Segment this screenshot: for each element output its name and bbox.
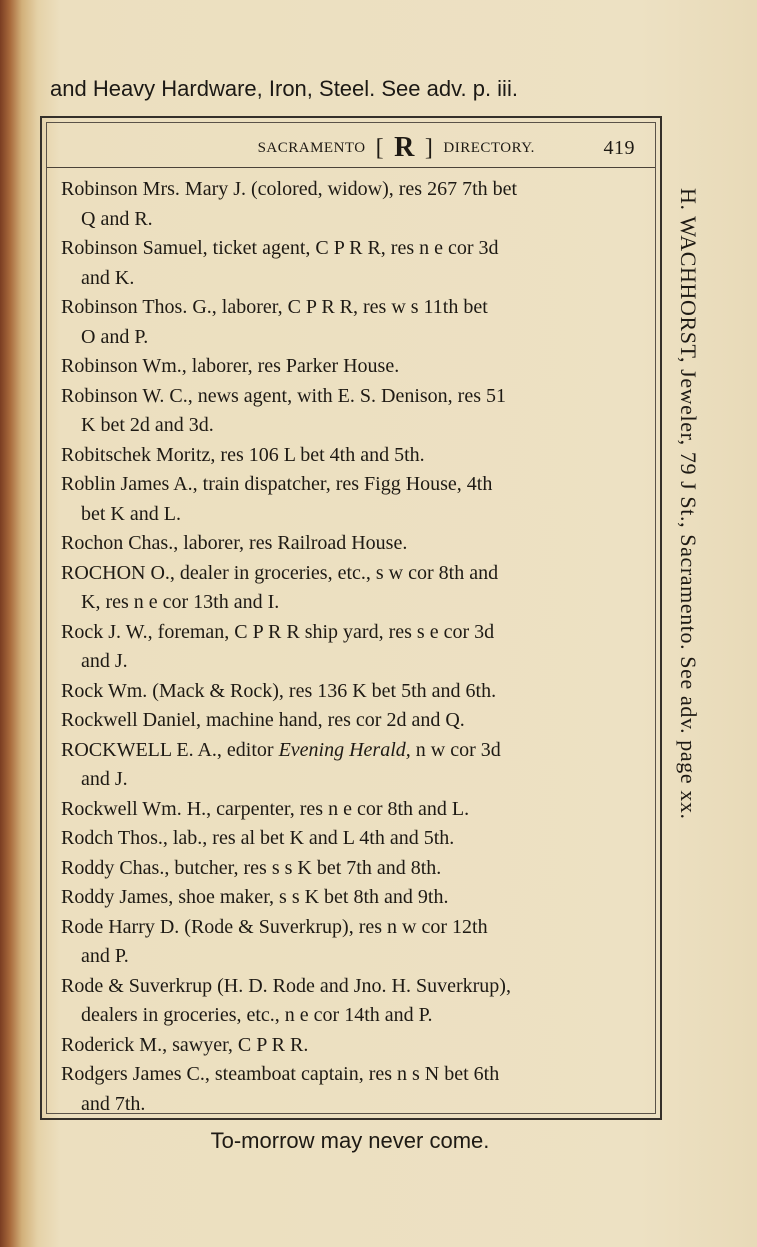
entry-line: Roddy Chas., butcher, res s s K bet 7th and 8th. — [61, 856, 442, 879]
directory-entry — [61, 529, 657, 559]
page-number: 419 — [603, 136, 635, 159]
entry-line: Roblin James A., train dispatcher, res Figg House, 4th — [61, 473, 493, 495]
entry-line: Robinson Mrs. Mary J. (colored, widow), res 267 7th bet — [61, 178, 518, 200]
running-header — [59, 131, 643, 165]
entry-line: Rockwell Daniel, machine hand, res cor 2d and Q. — [61, 709, 465, 731]
entry-line-continued: and J. — [81, 768, 128, 790]
directory-entry — [61, 795, 657, 825]
entry-text: n w cor 3d — [410, 738, 501, 761]
entry-line-continued: dealers in groceries, etc., n e cor 14th and P. — [81, 1004, 433, 1026]
entry-line: Robinson W. C., news agent, with E. S. Denison, res 51 — [61, 384, 506, 407]
directory-entry — [61, 913, 657, 972]
directory-entry — [61, 1060, 657, 1119]
entry-line: ROCHON O., dealer in groceries, etc., s w cor 8th and — [61, 561, 499, 584]
directory-entry — [61, 352, 657, 382]
entry-line: Robinson Thos. G., laborer, C P R R, res w s 11th bet — [61, 296, 488, 318]
newspaper-title: Evening Herald, — [278, 738, 411, 761]
entry-line-continued: Q and R. — [81, 207, 153, 230]
directory-entry — [61, 382, 657, 441]
entry-line-continued: and 7th. — [81, 1092, 146, 1115]
entry-line: Roddy James, shoe maker, s s K bet 8th and 9th. — [61, 886, 449, 908]
top-advertisement: and Heavy Hardware, Iron, Steel. See adv. p. iii. — [50, 76, 518, 101]
entry-line: Rock J. W., foreman, C P R R ship yard, res s e cor 3d — [61, 620, 495, 643]
directory-entry — [61, 618, 657, 677]
directory-entry — [61, 1031, 657, 1061]
directory-entry — [61, 854, 657, 884]
entry-line-continued: O and P. — [81, 325, 149, 348]
entry-line: Rockwell Wm. H., carpenter, res n e cor 8th and L. — [61, 797, 470, 820]
entry-line: Rock Wm. (Mack & Rock), res 136 K bet 5th and 6th. — [61, 679, 497, 702]
entry-line-continued: K bet 2d and 3d. — [81, 414, 214, 436]
entry-line: Rodgers James C., steamboat captain, res n s N bet 6th — [61, 1063, 500, 1085]
directory-entries — [61, 175, 657, 1119]
entry-line-continued: K, res n e cor 13th and I. — [81, 591, 280, 613]
directory-entry — [61, 470, 657, 529]
header-section-letter: R — [394, 132, 415, 163]
directory-entry — [61, 972, 657, 1031]
page-frame — [40, 116, 662, 1120]
entry-line — [61, 736, 657, 766]
bottom-advertisement: To-morrow may never come. — [210, 1128, 490, 1153]
directory-entry — [61, 736, 657, 795]
header-open-bracket: [ — [375, 134, 385, 161]
directory-entry — [61, 706, 657, 736]
entry-line-continued: and J. — [81, 650, 128, 672]
page-frame-inner — [46, 122, 656, 1114]
entry-line: Rodch Thos., lab., res al bet K and L 4th and 5th. — [61, 827, 455, 849]
entry-line: Rode & Suverkrup (H. D. Rode and Jno. H. Suverkrup), — [61, 974, 511, 997]
directory-entry — [61, 441, 657, 471]
entry-line: Roderick M., sawyer, C P R R. — [61, 1033, 309, 1056]
directory-entry — [61, 883, 657, 913]
entry-line: Rode Harry D. (Rode & Suverkrup), res n w cor 12th — [61, 915, 488, 938]
side-advertisement-text: H. WACHHORST, Jeweler, 79 J St., Sacramento. See adv. page xx. — [676, 188, 701, 820]
directory-entry — [61, 234, 657, 293]
directory-entry — [61, 824, 657, 854]
side-advertisement — [667, 188, 707, 1048]
directory-entry — [61, 559, 657, 618]
header-directory: DIRECTORY. — [443, 139, 535, 156]
directory-entry — [61, 293, 657, 352]
entry-line: Rochon Chas., laborer, res Railroad House. — [61, 532, 408, 554]
entry-line-continued: and K. — [81, 266, 135, 289]
header-city: SACRAMENTO — [257, 139, 366, 156]
entry-line: Robitschek Moritz, res 106 L bet 4th and 5th. — [61, 443, 425, 466]
entry-text: ROCKWELL E. A., editor — [61, 738, 279, 761]
entry-line-continued: and P. — [81, 945, 129, 967]
entry-line: Robinson Samuel, ticket agent, C P R R, res n e cor 3d — [61, 237, 499, 259]
header-close-bracket: ] — [424, 134, 434, 161]
directory-entry — [61, 175, 657, 234]
entry-line: Robinson Wm., laborer, res Parker House. — [61, 355, 400, 377]
entry-line-continued: bet K and L. — [81, 502, 181, 525]
directory-entry — [61, 677, 657, 707]
header-rule — [47, 167, 655, 168]
header-title — [258, 132, 535, 164]
